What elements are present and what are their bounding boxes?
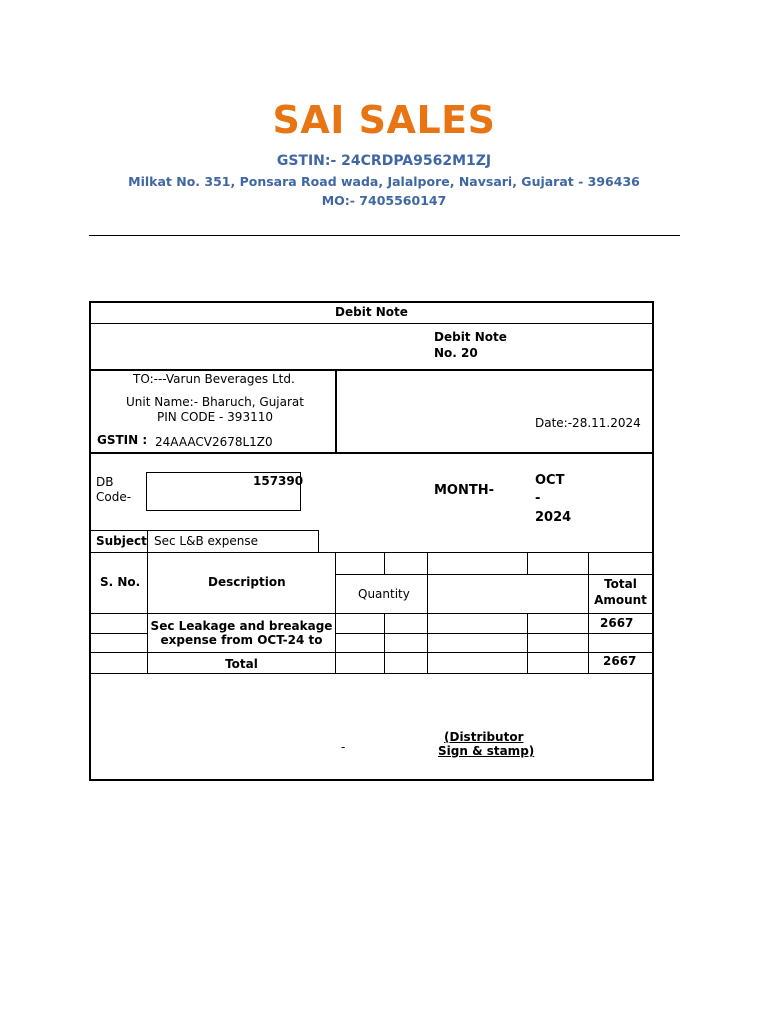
recipient-top-border (89, 369, 654, 371)
header-sno: S. No. (100, 575, 141, 589)
db-code-value: 157390 (253, 474, 304, 488)
subject-value: Sec L&B expense (154, 534, 259, 548)
subject-right-border (318, 530, 319, 552)
form-border-bottom (89, 779, 654, 781)
signature-label-line1: (Distributor (444, 730, 524, 744)
col-divider-1 (147, 552, 148, 673)
form-border-right (652, 301, 654, 781)
table-item-bottom (89, 652, 654, 653)
recipient-bottom-border (89, 452, 654, 454)
company-name: SAI SALES (272, 98, 496, 142)
title-divider (89, 323, 654, 324)
header-quantity: Quantity (358, 587, 410, 601)
recipient-to: TO:---Varun Beverages Ltd. (133, 372, 295, 386)
item-description-line1: Sec Leakage and breakage (150, 619, 333, 633)
note-date: Date:-28.11.2024 (535, 416, 641, 430)
table-item-subline-left (89, 633, 147, 634)
db-label-line1: DB (96, 475, 114, 489)
col-divider-5-bottom (527, 613, 528, 673)
subject-divider (147, 530, 148, 552)
col-divider-3-top (384, 552, 385, 575)
signature-dash: - (341, 740, 346, 754)
col-divider-4 (427, 552, 428, 673)
col-divider-6 (588, 552, 589, 673)
table-top-border (89, 552, 654, 553)
note-number-label: Debit Note (434, 330, 507, 344)
company-address: Milkat No. 351, Ponsara Road wada, Jalalpore, Navsari, Gujarat - 396436 (128, 174, 640, 189)
form-border-top (89, 301, 654, 303)
company-gstin: GSTIN:- 24CRDPA9562M1ZJ (276, 153, 492, 169)
db-label-line2: Code- (96, 490, 132, 504)
table-header-bottom (89, 613, 654, 614)
item-amount: 2667 (600, 616, 634, 630)
col-divider-3-bottom (384, 613, 385, 673)
item-description-line2: expense from OCT-24 to (160, 633, 323, 647)
company-mobile: MO:- 7405560147 (321, 193, 447, 208)
header-total-line2: Amount (594, 593, 647, 607)
recipient-right-border (335, 369, 337, 453)
subject-top-border (89, 530, 319, 531)
col-divider-5-top (527, 552, 528, 575)
form-title: Debit Note (335, 305, 408, 319)
total-amount: 2667 (603, 654, 637, 668)
header-total-line1: Total (604, 577, 637, 591)
month-label: MONTH- (434, 483, 495, 498)
table-total-bottom (89, 673, 654, 674)
col-divider-2 (335, 552, 336, 673)
total-label: Total (225, 657, 258, 671)
form-border-left (89, 301, 91, 781)
month-value-line2: - (535, 491, 541, 506)
month-value-line3: 2024 (535, 510, 572, 525)
signature-label-line2: Sign & stamp) (438, 744, 535, 758)
header-divider (89, 235, 680, 236)
month-value-line1: OCT (535, 473, 565, 488)
subject-label: Subject (96, 534, 147, 548)
recipient-gstin-label: GSTIN : (97, 433, 148, 447)
recipient-gstin-value: 24AAACV2678L1Z0 (155, 435, 273, 449)
note-number: No. 20 (434, 346, 478, 360)
header-description: Description (208, 575, 286, 589)
recipient-pin: PIN CODE - 393110 (157, 410, 273, 424)
recipient-unit: Unit Name:- Bharuch, Gujarat (126, 395, 304, 409)
